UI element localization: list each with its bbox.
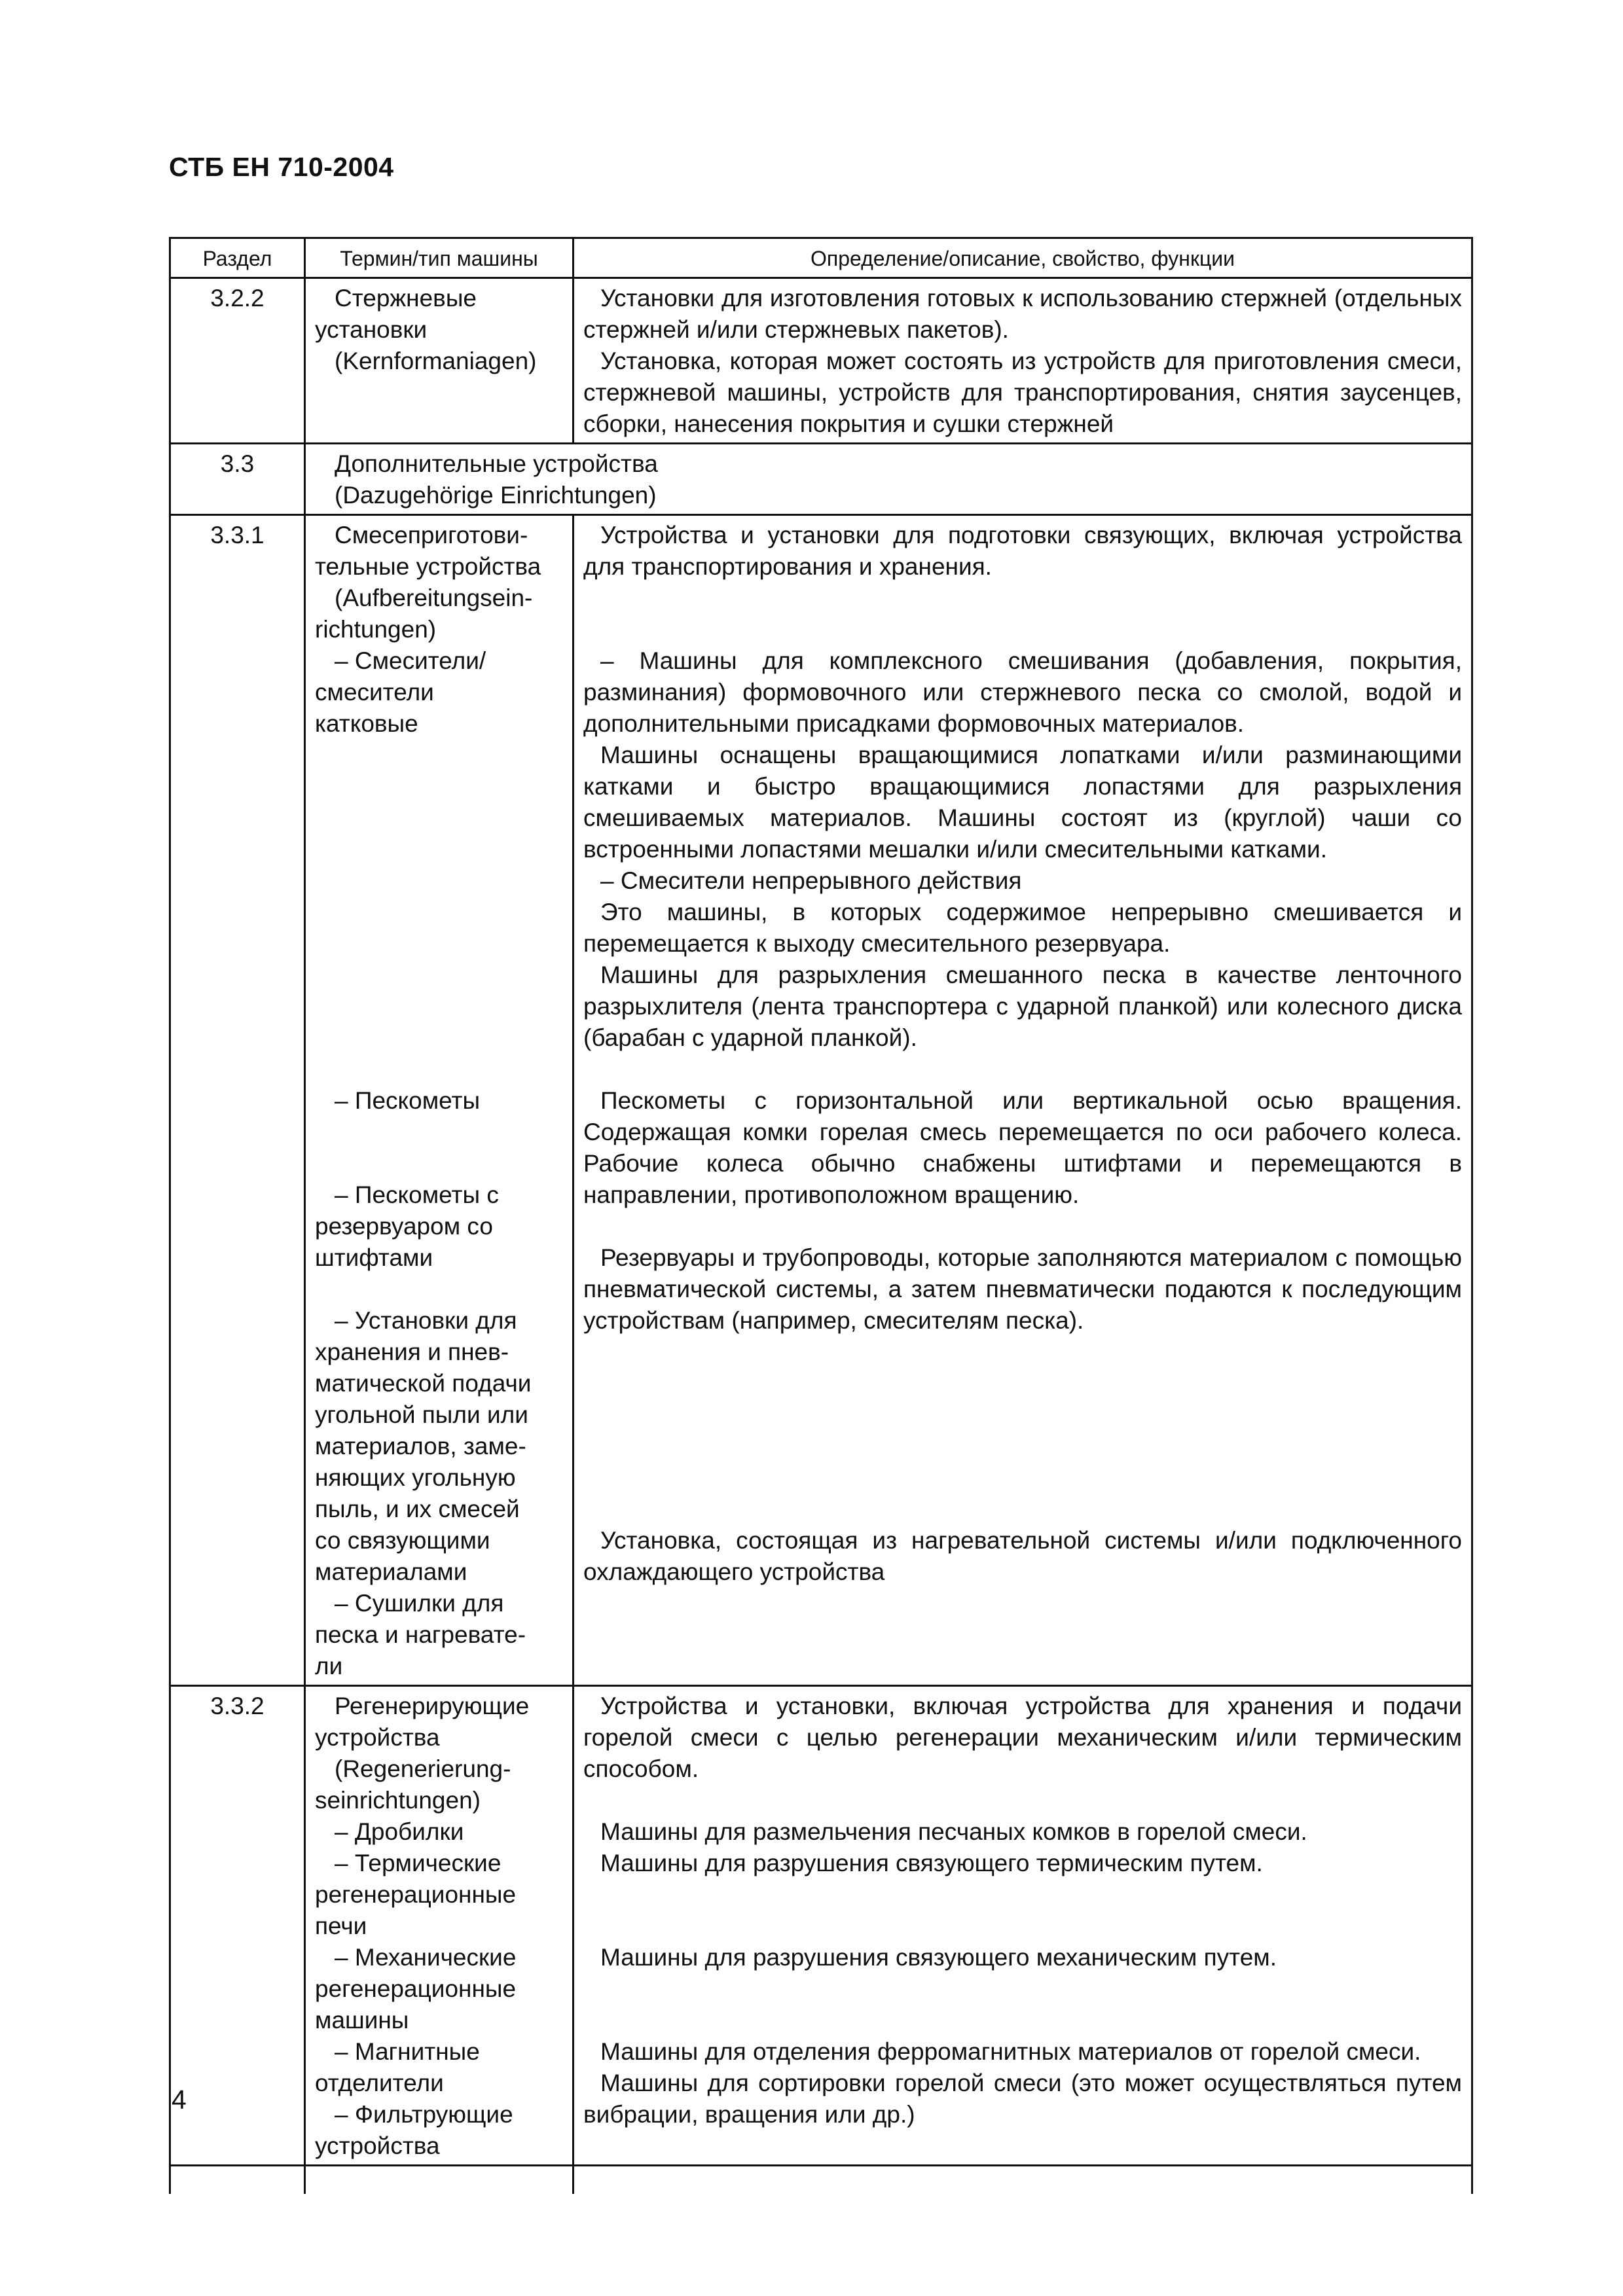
subterm-line: – Смесители/ <box>335 647 486 674</box>
definition-cell <box>574 278 1472 444</box>
table-row-empty <box>170 2166 1472 2195</box>
subterm-line: катковые <box>315 710 418 737</box>
subterm-line: смесители <box>315 679 434 706</box>
empty-cell <box>170 2166 305 2195</box>
section-number: 3.3.2 <box>170 1686 305 2166</box>
subterm-line: отделители <box>315 2070 444 2096</box>
term-line: Дополнительные устройства <box>335 450 658 477</box>
definition-text: Машины для размельчения песчаных комков в горелой смеси. <box>600 1818 1307 1845</box>
subterm-line: ли <box>315 1653 343 1679</box>
table-row <box>170 515 1472 1686</box>
subterm-line: песка и нагревате- <box>315 1621 526 1648</box>
definition-text: Машины оснащены вращающимися лопатками и/или разминающими катками и быстро вращающимися лопастями для разрыхления смешиваемых материалов. Машины состоят из (круглой) чаши со встроенными лопастями мешалки и/или смесительными катками. <box>583 742 1462 863</box>
definition-text: – Смесители непрерывного действия <box>600 867 1022 894</box>
section-number: 3.3.1 <box>170 515 305 1686</box>
term-line: Смесеприготови- <box>335 522 528 548</box>
term-cell <box>305 1686 574 2166</box>
subterm-line: – Дробилки <box>335 1818 464 1845</box>
subterm-line: материалами <box>315 1558 467 1585</box>
term-line: (Kernformaniagen) <box>335 348 537 374</box>
definition-text: Машины для разрушения связующего механическим путем. <box>600 1944 1277 1971</box>
subterm-line: няющих угольную <box>315 1464 516 1491</box>
subterm-line: – Пескометы <box>335 1087 481 1114</box>
subterm-line: устройства <box>315 2132 440 2159</box>
term-line: (Regenerierung- <box>335 1755 511 1782</box>
document-code: СТБ ЕН 710-2004 <box>169 152 394 182</box>
subterm-line: – Установки для <box>335 1307 517 1334</box>
page-number: 4 <box>172 2085 187 2115</box>
definition-text: Устройства и установки для подготовки связующих, включая устройства для транспортирования и хранения. <box>583 522 1462 580</box>
subterm-line: печи <box>315 1912 367 1939</box>
definition-cell <box>574 1686 1472 2166</box>
definition-text: Это машины, в которых содержимое непрерывно смешивается и перемещается к выходу смесительного резервуара. <box>583 899 1462 957</box>
definition-text: Резервуары и трубопроводы, которые заполняются материалом с помощью пневматической системы, а затем пневматически подаются к последующим устройствам (например, смесителям песка). <box>583 1244 1462 1334</box>
empty-cell <box>305 2166 574 2195</box>
term-line: устройства <box>315 1724 440 1751</box>
subterm-line: – Магнитные <box>335 2038 480 2065</box>
table-row <box>170 1686 1472 2166</box>
definition-text: Машины для отделения ферромагнитных материалов от горелой смеси. <box>600 2038 1421 2065</box>
subterm-line: штифтами <box>315 1244 433 1271</box>
definition-text: Установка, состоящая из нагревательной системы и/или подключенного охлаждающего устройства <box>583 1527 1462 1585</box>
subterm-line: резервуаром со <box>315 1213 493 1240</box>
subterm-line: материалов, заме- <box>315 1433 526 1460</box>
subterm-line: матической подачи <box>315 1370 532 1397</box>
subterm-line: – Термические <box>335 1850 501 1876</box>
subterm-line: машины <box>315 2007 409 2034</box>
subterm-line: со связующими <box>315 1527 490 1554</box>
subterm-line: – Пескометы с <box>335 1181 499 1208</box>
definition-text: Установки для изготовления готовых к использованию стержней (отдельных стержней и/или стержневых пакетов). <box>583 285 1462 343</box>
term-cell <box>305 278 574 444</box>
term-line: (Aufbereitungsein- <box>335 584 533 611</box>
subterm-line: пыль, и их смесей <box>315 1496 520 1522</box>
section-number: 3.3 <box>170 444 305 515</box>
subterm-line: хранения и пнев- <box>315 1338 509 1365</box>
definition-text: Машины для разрыхления смешанного песка в качестве ленточного разрыхлителя (лента транспортера с ударной планкой) или колесного диска (барабан с ударной планкой). <box>583 961 1462 1051</box>
definition-text: – Машины для комплексного смешивания (добавления, покрытия, разминания) формовочного или стержневого песка со смолой, водой и дополнительными присадками формовочных материалов. <box>583 647 1462 737</box>
subterm-line: регенерационные <box>315 1975 517 2002</box>
term-line: Регенерирующие <box>335 1693 530 1719</box>
term-line: установки <box>315 316 428 343</box>
terms-table <box>169 237 1473 2194</box>
term-cell <box>305 444 1472 515</box>
term-line: Стержневые <box>335 285 477 312</box>
column-header-term: Термин/тип машины <box>305 238 574 278</box>
section-number: 3.2.2 <box>170 278 305 444</box>
subterm-line: – Сушилки для <box>335 1590 504 1617</box>
definition-text: Машины для разрушения связующего термическим путем. <box>600 1850 1263 1876</box>
term-line: тельные устройства <box>315 553 541 580</box>
table-row <box>170 444 1472 515</box>
empty-cell <box>574 2166 1472 2195</box>
column-header-section: Раздел <box>170 238 305 278</box>
subterm-line: угольной пыли или <box>315 1401 528 1428</box>
column-header-definition: Определение/описание, свойство, функции <box>574 238 1472 278</box>
subterm-line: регенерационные <box>315 1881 517 1908</box>
definition-text: Пескометы с горизонтальной или вертикальной осью вращения. Содержащая комки горелая смесь перемещается по оси рабочего колеса. Рабочие колеса обычно снабжены штифтами и перемещаются в направлении, противоположном вращению. <box>583 1087 1462 1208</box>
definition-text: Установка, которая может состоять из устройств для приготовления смеси, стержневой машины, устройств для транспортирования, снятия заусенцев, сборки, нанесения покрытия и сушки стержней <box>583 348 1462 437</box>
table-row <box>170 278 1472 444</box>
definition-text: Устройства и установки, включая устройства для хранения и подачи горелой смеси с целью регенерации механическим и/или термическим способом. <box>583 1693 1462 1782</box>
definition-cell <box>574 515 1472 1686</box>
term-line: richtungen) <box>315 616 437 643</box>
definition-text: Машины для сортировки горелой смеси (это может осуществляться путем вибрации, вращения или др.) <box>583 2070 1462 2128</box>
subterm-line: – Механические <box>335 1944 517 1971</box>
term-line: (Dazugehörige Einrichtungen) <box>335 482 657 509</box>
term-line: seinrichtungen) <box>315 1787 481 1814</box>
table-header-row <box>170 238 1472 278</box>
term-cell <box>305 515 574 1686</box>
subterm-line: – Фильтрующие <box>335 2101 513 2128</box>
